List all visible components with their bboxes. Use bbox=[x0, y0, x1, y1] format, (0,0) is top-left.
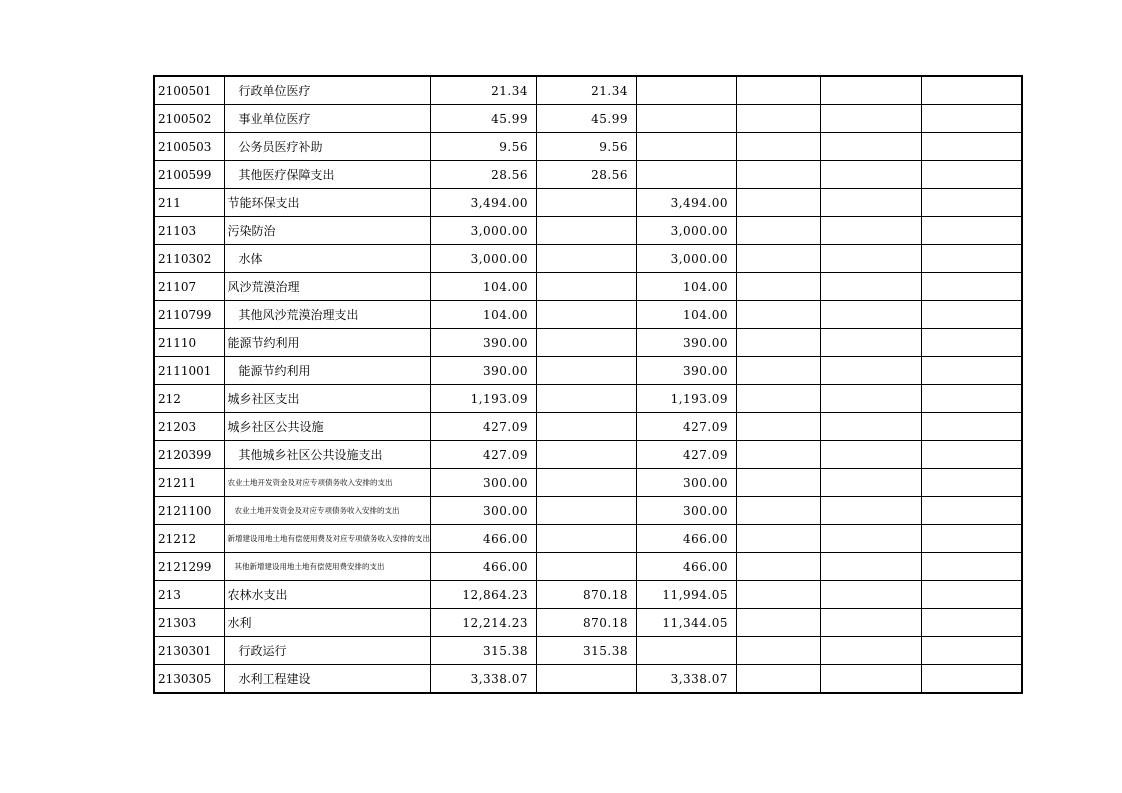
table-row bbox=[154, 245, 1022, 273]
cell-project: 466.00 bbox=[637, 553, 737, 581]
cell-col7 bbox=[821, 329, 922, 357]
cell-col7 bbox=[821, 525, 922, 553]
cell-code: 2130305 bbox=[154, 665, 224, 694]
cell-col8 bbox=[922, 637, 1022, 665]
cell-code: 2110302 bbox=[154, 245, 224, 273]
cell-col7 bbox=[821, 469, 922, 497]
cell-project: 390.00 bbox=[637, 329, 737, 357]
cell-col7 bbox=[821, 76, 922, 105]
cell-project bbox=[637, 76, 737, 105]
cell-project: 300.00 bbox=[637, 497, 737, 525]
cell-basic bbox=[537, 245, 637, 273]
cell-col7 bbox=[821, 161, 922, 189]
cell-basic: 28.56 bbox=[537, 161, 637, 189]
cell-col6 bbox=[737, 413, 821, 441]
cell-code: 21103 bbox=[154, 217, 224, 245]
cell-col6 bbox=[737, 301, 821, 329]
cell-code: 21212 bbox=[154, 525, 224, 553]
cell-total: 21.34 bbox=[431, 76, 537, 105]
table-row bbox=[154, 385, 1022, 413]
cell-project bbox=[637, 637, 737, 665]
cell-basic bbox=[537, 525, 637, 553]
cell-name: 城乡社区支出 bbox=[224, 385, 431, 413]
cell-col6 bbox=[737, 665, 821, 694]
table-row bbox=[154, 553, 1022, 581]
cell-col8 bbox=[922, 217, 1022, 245]
cell-code: 2100501 bbox=[154, 76, 224, 105]
cell-col8 bbox=[922, 441, 1022, 469]
cell-col8 bbox=[922, 497, 1022, 525]
cell-name: 其他新增建设用地土地有偿使用费安排的支出 bbox=[224, 553, 431, 581]
cell-total: 104.00 bbox=[431, 273, 537, 301]
table-row bbox=[154, 609, 1022, 637]
cell-col8 bbox=[922, 133, 1022, 161]
cell-name: 行政单位医疗 bbox=[224, 76, 431, 105]
table-row bbox=[154, 189, 1022, 217]
cell-name: 水体 bbox=[224, 245, 431, 273]
cell-name: 其他医疗保障支出 bbox=[224, 161, 431, 189]
table-row bbox=[154, 133, 1022, 161]
cell-total: 3,000.00 bbox=[431, 245, 537, 273]
cell-code: 2111001 bbox=[154, 357, 224, 385]
cell-project bbox=[637, 133, 737, 161]
cell-col7 bbox=[821, 357, 922, 385]
cell-total: 104.00 bbox=[431, 301, 537, 329]
table-row bbox=[154, 469, 1022, 497]
cell-total: 3,338.07 bbox=[431, 665, 537, 694]
cell-code: 2100599 bbox=[154, 161, 224, 189]
cell-total: 3,494.00 bbox=[431, 189, 537, 217]
cell-col6 bbox=[737, 553, 821, 581]
cell-project: 390.00 bbox=[637, 357, 737, 385]
cell-code: 21110 bbox=[154, 329, 224, 357]
cell-col6 bbox=[737, 329, 821, 357]
cell-total: 45.99 bbox=[431, 105, 537, 133]
cell-project: 300.00 bbox=[637, 469, 737, 497]
cell-total: 28.56 bbox=[431, 161, 537, 189]
cell-project: 11,344.05 bbox=[637, 609, 737, 637]
cell-basic bbox=[537, 665, 637, 694]
cell-basic bbox=[537, 189, 637, 217]
table-row bbox=[154, 637, 1022, 665]
cell-basic bbox=[537, 553, 637, 581]
budget-table bbox=[153, 75, 1023, 694]
cell-basic bbox=[537, 385, 637, 413]
cell-basic bbox=[537, 413, 637, 441]
table-row bbox=[154, 665, 1022, 694]
cell-name: 能源节约利用 bbox=[224, 357, 431, 385]
cell-total: 466.00 bbox=[431, 525, 537, 553]
cell-project: 427.09 bbox=[637, 413, 737, 441]
cell-name: 水利工程建设 bbox=[224, 665, 431, 694]
table-row bbox=[154, 273, 1022, 301]
cell-col7 bbox=[821, 441, 922, 469]
table-row bbox=[154, 441, 1022, 469]
cell-name: 农林水支出 bbox=[224, 581, 431, 609]
cell-name: 其他城乡社区公共设施支出 bbox=[224, 441, 431, 469]
cell-col6 bbox=[737, 161, 821, 189]
cell-total: 315.38 bbox=[431, 637, 537, 665]
cell-col7 bbox=[821, 581, 922, 609]
cell-total: 12,864.23 bbox=[431, 581, 537, 609]
cell-col8 bbox=[922, 189, 1022, 217]
cell-total: 300.00 bbox=[431, 497, 537, 525]
cell-code: 213 bbox=[154, 581, 224, 609]
cell-code: 2121100 bbox=[154, 497, 224, 525]
cell-total: 427.09 bbox=[431, 441, 537, 469]
cell-name: 其他风沙荒漠治理支出 bbox=[224, 301, 431, 329]
table-row bbox=[154, 301, 1022, 329]
cell-col6 bbox=[737, 525, 821, 553]
cell-col8 bbox=[922, 273, 1022, 301]
cell-name: 事业单位医疗 bbox=[224, 105, 431, 133]
cell-col6 bbox=[737, 469, 821, 497]
cell-basic bbox=[537, 469, 637, 497]
cell-code: 212 bbox=[154, 385, 224, 413]
table-row bbox=[154, 105, 1022, 133]
cell-col8 bbox=[922, 609, 1022, 637]
cell-col7 bbox=[821, 273, 922, 301]
cell-col8 bbox=[922, 105, 1022, 133]
table-row bbox=[154, 76, 1022, 105]
cell-col6 bbox=[737, 581, 821, 609]
cell-col8 bbox=[922, 76, 1022, 105]
cell-code: 2100503 bbox=[154, 133, 224, 161]
cell-col7 bbox=[821, 637, 922, 665]
cell-basic bbox=[537, 357, 637, 385]
cell-col8 bbox=[922, 385, 1022, 413]
cell-col8 bbox=[922, 413, 1022, 441]
cell-col6 bbox=[737, 609, 821, 637]
cell-name: 城乡社区公共设施 bbox=[224, 413, 431, 441]
cell-col7 bbox=[821, 217, 922, 245]
cell-code: 211 bbox=[154, 189, 224, 217]
cell-basic: 45.99 bbox=[537, 105, 637, 133]
cell-col6 bbox=[737, 133, 821, 161]
table-row bbox=[154, 497, 1022, 525]
cell-code: 2130301 bbox=[154, 637, 224, 665]
cell-col8 bbox=[922, 329, 1022, 357]
cell-col8 bbox=[922, 553, 1022, 581]
cell-col8 bbox=[922, 581, 1022, 609]
cell-basic bbox=[537, 301, 637, 329]
cell-basic: 315.38 bbox=[537, 637, 637, 665]
table-row bbox=[154, 217, 1022, 245]
cell-total: 9.56 bbox=[431, 133, 537, 161]
cell-total: 466.00 bbox=[431, 553, 537, 581]
cell-col6 bbox=[737, 441, 821, 469]
cell-col7 bbox=[821, 553, 922, 581]
cell-project: 3,000.00 bbox=[637, 245, 737, 273]
cell-col6 bbox=[737, 76, 821, 105]
cell-basic: 21.34 bbox=[537, 76, 637, 105]
cell-project: 104.00 bbox=[637, 301, 737, 329]
cell-col6 bbox=[737, 189, 821, 217]
cell-col7 bbox=[821, 497, 922, 525]
table-row bbox=[154, 161, 1022, 189]
cell-basic bbox=[537, 273, 637, 301]
cell-basic bbox=[537, 441, 637, 469]
cell-code: 21303 bbox=[154, 609, 224, 637]
cell-project: 3,338.07 bbox=[637, 665, 737, 694]
cell-basic: 9.56 bbox=[537, 133, 637, 161]
cell-col8 bbox=[922, 301, 1022, 329]
cell-col6 bbox=[737, 357, 821, 385]
cell-name: 能源节约利用 bbox=[224, 329, 431, 357]
cell-total: 390.00 bbox=[431, 329, 537, 357]
cell-col8 bbox=[922, 245, 1022, 273]
cell-total: 1,193.09 bbox=[431, 385, 537, 413]
cell-basic: 870.18 bbox=[537, 581, 637, 609]
cell-project: 3,494.00 bbox=[637, 189, 737, 217]
cell-basic: 870.18 bbox=[537, 609, 637, 637]
cell-total: 300.00 bbox=[431, 469, 537, 497]
cell-name: 农业土地开发资金及对应专项债务收入安排的支出 bbox=[224, 469, 431, 497]
cell-col7 bbox=[821, 301, 922, 329]
cell-col8 bbox=[922, 469, 1022, 497]
cell-name: 水利 bbox=[224, 609, 431, 637]
cell-project: 3,000.00 bbox=[637, 217, 737, 245]
table-row bbox=[154, 413, 1022, 441]
cell-col7 bbox=[821, 609, 922, 637]
cell-project: 466.00 bbox=[637, 525, 737, 553]
cell-col6 bbox=[737, 245, 821, 273]
cell-name: 节能环保支出 bbox=[224, 189, 431, 217]
cell-col7 bbox=[821, 245, 922, 273]
cell-name: 农业土地开发资金及对应专项债务收入安排的支出 bbox=[224, 497, 431, 525]
table-row bbox=[154, 329, 1022, 357]
cell-code: 21203 bbox=[154, 413, 224, 441]
cell-col8 bbox=[922, 161, 1022, 189]
cell-col8 bbox=[922, 665, 1022, 694]
cell-project: 11,994.05 bbox=[637, 581, 737, 609]
cell-col8 bbox=[922, 525, 1022, 553]
table-body bbox=[154, 76, 1022, 693]
cell-col8 bbox=[922, 357, 1022, 385]
cell-project: 104.00 bbox=[637, 273, 737, 301]
cell-total: 3,000.00 bbox=[431, 217, 537, 245]
cell-total: 390.00 bbox=[431, 357, 537, 385]
cell-name: 新增建设用地土地有偿使用费及对应专项债务收入安排的支出 bbox=[224, 525, 431, 553]
cell-total: 427.09 bbox=[431, 413, 537, 441]
cell-code: 2120399 bbox=[154, 441, 224, 469]
table-row bbox=[154, 581, 1022, 609]
cell-basic bbox=[537, 497, 637, 525]
cell-code: 21107 bbox=[154, 273, 224, 301]
cell-col6 bbox=[737, 637, 821, 665]
cell-project bbox=[637, 161, 737, 189]
cell-col7 bbox=[821, 105, 922, 133]
cell-project: 1,193.09 bbox=[637, 385, 737, 413]
cell-col7 bbox=[821, 413, 922, 441]
table-row bbox=[154, 525, 1022, 553]
cell-name: 风沙荒漠治理 bbox=[224, 273, 431, 301]
cell-col6 bbox=[737, 105, 821, 133]
cell-col6 bbox=[737, 497, 821, 525]
cell-code: 2100502 bbox=[154, 105, 224, 133]
cell-basic bbox=[537, 329, 637, 357]
cell-project bbox=[637, 105, 737, 133]
cell-code: 2121299 bbox=[154, 553, 224, 581]
cell-col6 bbox=[737, 217, 821, 245]
cell-code: 21211 bbox=[154, 469, 224, 497]
cell-name: 污染防治 bbox=[224, 217, 431, 245]
table-row bbox=[154, 357, 1022, 385]
cell-col7 bbox=[821, 189, 922, 217]
cell-basic bbox=[537, 217, 637, 245]
cell-project: 427.09 bbox=[637, 441, 737, 469]
cell-total: 12,214.23 bbox=[431, 609, 537, 637]
cell-col7 bbox=[821, 133, 922, 161]
cell-col7 bbox=[821, 385, 922, 413]
cell-col6 bbox=[737, 273, 821, 301]
cell-name: 行政运行 bbox=[224, 637, 431, 665]
cell-code: 2110799 bbox=[154, 301, 224, 329]
cell-col7 bbox=[821, 665, 922, 694]
cell-col6 bbox=[737, 385, 821, 413]
cell-name: 公务员医疗补助 bbox=[224, 133, 431, 161]
